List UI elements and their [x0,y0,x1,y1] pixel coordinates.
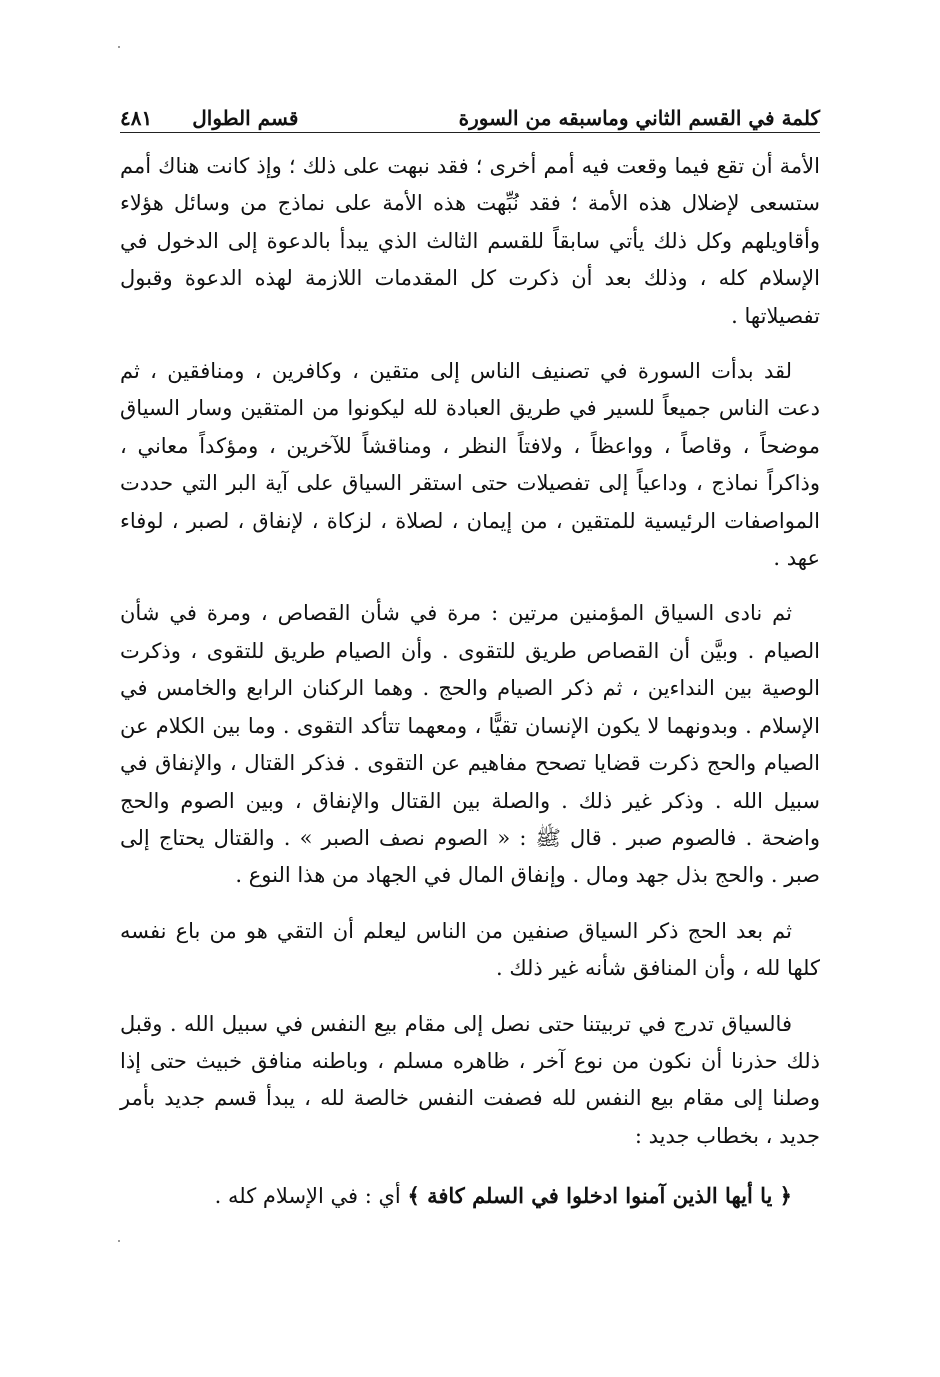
page-number: ٤٨١ [120,106,153,130]
section-name: قسم الطوال [192,106,299,130]
running-header [120,96,820,130]
paragraph: فالسياق تدرج في تربيتنا حتى نصل إلى مقام بيع النفس في سبيل الله . وقبل ذلك حذرنا أن نكون من نوع آخر ، ظاهره مسلم ، وباطنه منافق خبيث حتى إذا وصلنا إلى مقام بيع النفس لله فصفت النفس خالصة لله ، يبدأ قسم جديد بأمر جديد ، بخطاب جديد : [120,1011,820,1148]
quranic-verse-line [120,1177,820,1215]
body-text [120,148,820,1216]
paragraph: ثم نادى السياق المؤمنين مرتين : مرة في شأن القصاص ، ومرة في شأن الصيام . وبيَّن أن القصاص طريق للتقوى . وأن الصيام طريق للتقوى ، وذكرت الوصية بين النداءين ، ثم ذكر الصيام والحج . وهما الركنان الرابع والخامس في الإسلام . وبدونهما لا يكون الإنسان تقيًّا ، ومعهما تتأكد التقوى . وما بين الكلام عن الصيام والحج ذكرت قضايا تصحح مفاهيم عن التقوى . فذكر القتال ، والإنفاق في سبيل الله . وذكر غير ذلك . والصلة بين القتال والإنفاق ، وبين الصوم والحج واضحة . فالصوم صبر . قال ﷺ : « الصوم نصف الصبر » . والقتال يحتاج إلى صبر . والحج بذل جهد ومال . وإنفاق المال في الجهاد من هذا النوع . [120,601,820,888]
verse-explanation: أي : في الإسلام كله . [214,1184,401,1209]
paragraph: الأمة أن تقع فيما وقعت فيه أمم أخرى ؛ فقد نبهت على ذلك ؛ وإذ كانت هناك أمم ستسعى لإضلال هذه الأمة ؛ فقد نُبِّهت هذه الأمة على نماذج من وسائل هؤلاء وأقاويلهم وكل ذلك يأتي سابقاً للقسم الثالث الذي يبدأ بالدعوة إلى الدخول في الإسلام كله ، وذلك بعد أن ذكرت كل المقدمات اللازمة لهذه الدعوة وقبول تفصيلاتها . [120,154,820,328]
header-rule [120,132,820,133]
paragraph: ثم بعد الحج ذكر السياق صنفين من الناس ليعلم أن التقي هو من باع نفسه كلها لله ، وأن المنافق شأنه غير ذلك . [120,918,820,981]
paragraph: لقد بدأت السورة في تصنيف الناس إلى متقين ، وكافرين ، ومنافقين ، ثم دعت الناس جميعاً للسير في طريق العبادة لله ليكونوا من المتقين وسار السياق موضحاً ، وقاصاً ، وواعظاً ، ولافتاً النظر ، ومناقشاً للآخرين ، ومؤكداً معاني ، وذاكراً نماذج ، وداعياً إلى تفصيلات حتى استقر السياق على آية البر التي حددت المواصفات الرئيسية للمتقين ، من إيمان ، لصلاة ، لزكاة ، لإنفاق ، لصبر ، لوفاء عهد . [120,359,820,571]
header-left-group [120,106,298,130]
chapter-title: كلمة في القسم الثاني وماسبقه من السورة [458,106,820,130]
quranic-verse: ﴿ يا أيها الذين آمنوا ادخلوا في السلم كافة ﴾ [407,1183,792,1209]
scan-mark [118,46,120,48]
scan-mark [118,1240,120,1242]
